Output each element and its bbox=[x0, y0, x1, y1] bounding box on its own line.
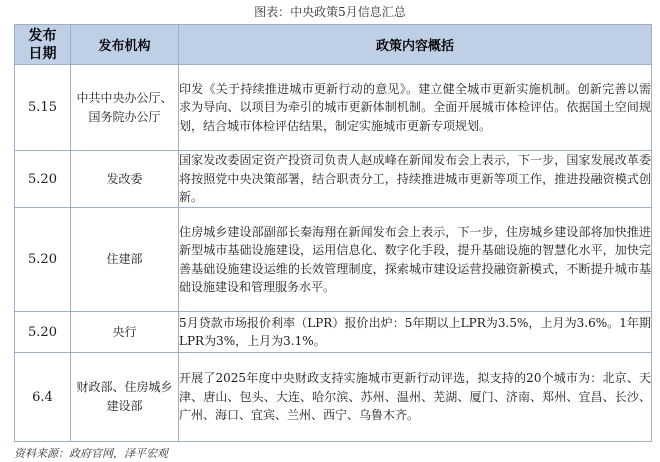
table-caption: 图表：中央政策5月信息汇总 bbox=[254, 5, 406, 19]
cell-date: 6.4 bbox=[15, 353, 71, 442]
cell-org: 财政部、住房城乡建设部 bbox=[71, 353, 179, 442]
header-date-line2: 日期 bbox=[28, 45, 57, 62]
table-row bbox=[15, 151, 652, 208]
header-date bbox=[15, 25, 71, 65]
cell-date: 5.20 bbox=[15, 312, 71, 353]
header-org: 发布机构 bbox=[71, 25, 179, 65]
policy-table bbox=[14, 24, 652, 442]
table-row bbox=[15, 312, 652, 353]
cell-content: 住房城乡建设部副部长秦海翔在新闻发布会上表示，下一步，住房城乡建设部将加快推进新型城市基础设施建设，运用信息化、数字化手段，提升基础设施的智慧化水平，加快完善基础设施建设运维的长效管理制度，探索城市建设运营投融资新模式，不断提升城市基础设施建设和管理服务水平。 bbox=[179, 208, 652, 312]
source-note: 资料来源：政府官网，泽平宏观 bbox=[14, 447, 168, 460]
cell-date: 5.20 bbox=[15, 151, 71, 208]
cell-date: 5.15 bbox=[15, 65, 71, 151]
cell-org: 住建部 bbox=[71, 208, 179, 312]
cell-org: 央行 bbox=[71, 312, 179, 353]
cell-org: 中共中央办公厅、国务院办公厅 bbox=[71, 65, 179, 151]
cell-org: 发改委 bbox=[71, 151, 179, 208]
cell-content: 印发《关于持续推进城市更新行动的意见》。建立健全城市更新实施机制。创新完善以需求为导向、以项目为牵引的城市更新体制机制。全面开展城市体检评估。依据国土空间规划，结合城市体检评估结果，制定实施城市更新专项规划。 bbox=[179, 65, 652, 151]
table-header-row bbox=[15, 25, 652, 65]
cell-content: 5月贷款市场报价利率（LPR）报价出炉：5年期以上LPR为3.5%，上月为3.6%。1年期LPR为3%，上月为3.1%。 bbox=[179, 312, 652, 353]
header-date-line1: 发布 bbox=[28, 27, 57, 44]
cell-content: 开展了2025年度中央财政支持实施城市更新行动评选，拟支持的20个城市为：北京、天津、唐山、包头、大连、哈尔滨、苏州、温州、芜湖、厦门、济南、郑州、宜昌、长沙、广州、海口、宜宾、兰州、西宁、乌鲁木齐。 bbox=[179, 353, 652, 442]
table-row bbox=[15, 208, 652, 312]
table-row bbox=[15, 65, 652, 151]
cell-date: 5.20 bbox=[15, 208, 71, 312]
table-row bbox=[15, 353, 652, 442]
cell-content: 国家发改委固定资产投资司负责人赵成峰在新闻发布会上表示，下一步，国家发展改革委将按照党中央决策部署，结合职责分工，持续推进城市更新等项工作，推进投融资模式创新。 bbox=[179, 151, 652, 208]
header-content: 政策内容概括 bbox=[179, 25, 652, 65]
